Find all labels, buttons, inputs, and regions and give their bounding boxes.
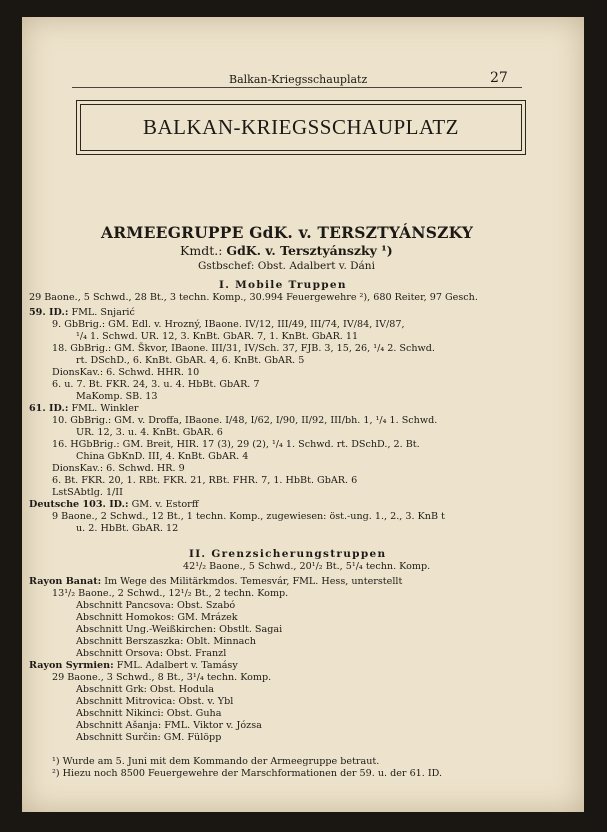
div-59-commander: FML. Snjarić [71, 307, 135, 318]
banat-section: Abschnitt Orsova: Obst. Franzl [76, 648, 227, 659]
div-59-line: 6. u. 7. Bt. FKR. 24, 3. u. 4. HbBt. GbAR. 7 [52, 379, 260, 390]
banat-section: Abschnitt Berszaszka: Oblt. Minnach [76, 636, 256, 647]
div-103-commander: GM. v. Estorff [131, 499, 199, 510]
div-61-line: 6. Bt. FKR. 20, 1. RBt. FKR. 21, RBt. FHR. 7, 1. HbBt. GbAR. 6 [52, 475, 358, 486]
header-rule [72, 87, 522, 88]
div-103-header [29, 500, 199, 510]
rayon-banat-summary: 13¹/₂ Baone., 2 Schwd., 12¹/₂ Bt., 2 techn. Komp. [52, 588, 289, 599]
syrmien-section: Abschnitt Nikinci: Obst. Guha [76, 708, 222, 719]
div-61-line: LstSAbtlg. 1/II [52, 487, 123, 498]
div-103-line: u. 2. HbBt. GbAR. 12 [76, 523, 179, 534]
div-103-line: 9 Baone., 2 Schwd., 12 Bt., 1 techn. Komp., zugewiesen: öst.-ung. 1., 2., 3. KnB t [52, 511, 445, 522]
div-61-line: 10. GbBrig.: GM. v. Droffa, IBaone. I/48, I/62, I/90, II/92, III/bh. 1, ¹/₄ 1. Schwd. [52, 415, 438, 426]
syrmien-section: Abschnitt Mitrovica: Obst. v. Ybl [76, 696, 234, 707]
div-103-label: Deutsche 103. ID.: [29, 499, 129, 510]
section-2-title: II. Grenzsicherungstruppen [189, 548, 387, 560]
footnote: ²) Hiezu noch 8500 Feuergewehre der Marschformationen der 59. u. der 61. ID. [52, 768, 443, 779]
rayon-syrmien-text: FML. Adalbert v. Tamásy [116, 660, 238, 671]
kmdt-value: GdK. v. Tersztyánszky ¹) [226, 243, 393, 258]
div-61-line: UR. 12, 3. u. 4. KnBt. GbAR. 6 [76, 427, 223, 438]
banat-section: Abschnitt Pancsova: Obst. Szabó [76, 600, 236, 611]
section-2-summary: 42¹/₂ Baone., 5 Schwd., 20¹/₂ Bt., 5¹/₄ techn. Komp. [183, 561, 431, 572]
div-61-line: China GbKnD. III, 4. KnBt. GbAR. 4 [76, 451, 249, 462]
div-61-label: 61. ID.: [29, 403, 69, 414]
rayon-banat-text: Im Wege des Militärkmdos. Temesvár, FML. Hess, unterstellt [104, 576, 403, 587]
banat-section: Abschnitt Homokos: GM. Mrázek [76, 612, 238, 623]
document-page [22, 17, 584, 812]
div-61-commander: FML. Winkler [71, 403, 139, 414]
title-box [76, 100, 526, 155]
page-title: BALKAN-KRIEGSSCHAUPLATZ [142, 115, 459, 139]
div-59-header [29, 308, 135, 318]
rayon-syrmien-label: Rayon Syrmien: [29, 660, 114, 671]
div-59-line: DionsKav.: 6. Schwd. HHR. 10 [52, 367, 200, 378]
kmdt-label: Kmdt.: [180, 243, 223, 258]
commander-line [180, 243, 393, 258]
div-61-line: 16. HGbBrig.: GM. Breit, HIR. 17 (3), 29 (2), ¹/₄ 1. Schwd. rt. DSchD., 2. Bt. [52, 439, 420, 450]
div-59-label: 59. ID.: [29, 307, 69, 318]
div-59-line: 9. GbBrig.: GM. Edl. v. Hrozný, IBaone. IV/12, III/49, III/74, IV/84, IV/87, [52, 319, 405, 330]
div-59-line: 18. GbBrig.: GM. Škvor, IBaone. III/31, IV/Sch. 37, FJB. 3, 15, 26, ¹/₄ 2. Schwd. [52, 343, 435, 354]
div-61-line: DionsKav.: 6. Schwd. HR. 9 [52, 463, 185, 474]
rayon-banat-header [29, 577, 402, 587]
syrmien-section: Abschnitt Grk: Obst. Hodula [76, 684, 215, 695]
syrmien-section: Abschnitt Ašanja: FML. Viktor v. Józsa [76, 720, 262, 731]
running-head: Balkan-Kriegsschauplatz [229, 73, 368, 86]
page-number: 27 [490, 70, 508, 86]
rayon-syrmien-summary: 29 Baone., 3 Schwd., 8 Bt., 3¹/₄ techn. Komp. [52, 672, 272, 683]
chief-of-staff: Gstbschef: Obst. Adalbert v. Dáni [198, 260, 375, 272]
army-group-heading: ARMEEGRUPPE GdK. v. TERSZTYÁNSZKY [101, 223, 474, 242]
section-1-title: I. Mobile Truppen [219, 279, 347, 291]
rayon-syrmien-header [29, 661, 238, 671]
section-1-summary: 29 Baone., 5 Schwd., 28 Bt., 3 techn. Komp., 30.994 Feuergewehre ²), 680 Reiter, 97 Gesch. [29, 292, 478, 303]
banat-section: Abschnitt Ung.-Weißkirchen: Obstlt. Sagai [76, 624, 283, 635]
div-59-line: MaKomp. SB. 13 [76, 391, 158, 402]
div-59-line: rt. DSchD., 6. KnBt. GbAR. 4, 6. KnBt. GbAR. 5 [76, 355, 305, 366]
rayon-banat-label: Rayon Banat: [29, 576, 102, 587]
div-61-header [29, 404, 139, 414]
div-59-line: ¹/₄ 1. Schwd. UR. 12, 3. KnBt. GbAR. 7, 1. KnBt. GbAR. 11 [76, 331, 359, 342]
footnote: ¹) Wurde am 5. Juni mit dem Kommando der Armeegruppe betraut. [52, 756, 380, 767]
syrmien-section: Abschnitt Surčin: GM. Fülöpp [76, 732, 222, 743]
